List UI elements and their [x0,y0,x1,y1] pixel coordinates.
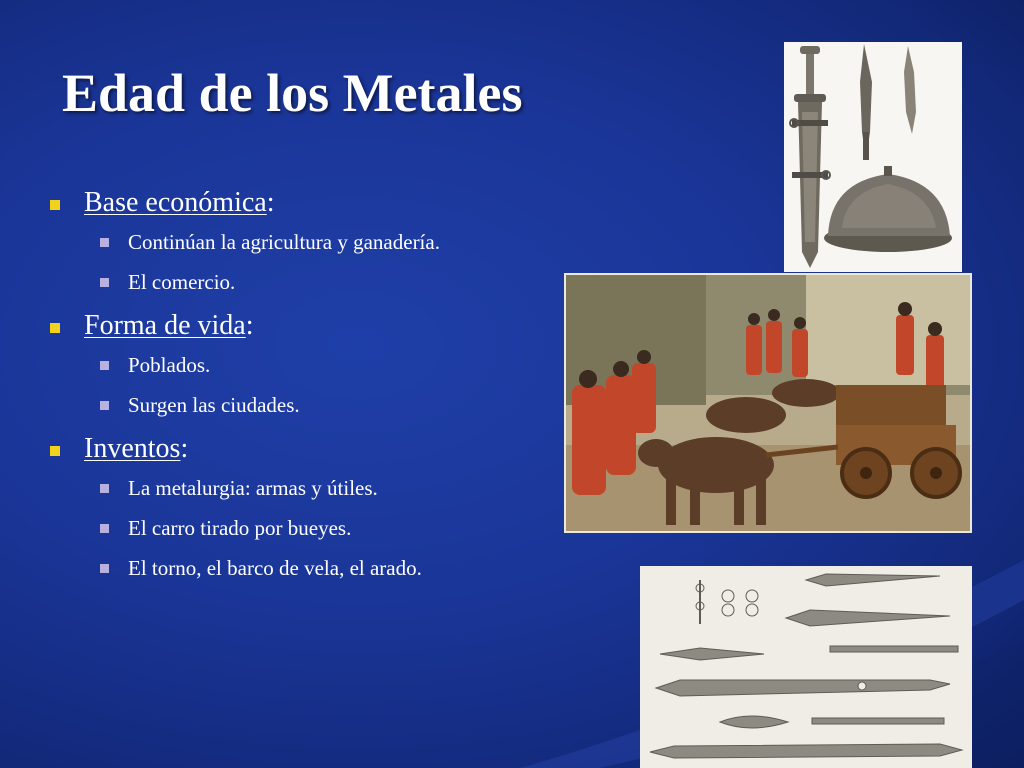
square-bullet-icon [100,238,109,247]
ox-cart-scene-image [566,275,970,531]
square-bullet-icon [50,446,60,456]
list-item-text: Continúan la agricultura y ganadería. [128,230,440,254]
weapons-and-helmet-photo [784,42,962,272]
list-item [44,515,564,541]
section-base-economica [44,186,564,220]
list-item [44,229,564,255]
list-item-text: El carro tirado por bueyes. [128,516,352,540]
square-bullet-icon [100,484,109,493]
square-bullet-icon [100,401,109,410]
section-heading: Inventos [84,433,181,464]
square-bullet-icon [100,524,109,533]
list-item-text: Surgen las ciudades. [128,393,300,417]
bullet-list [44,186,564,595]
section-colon: : [266,187,275,218]
square-bullet-icon [100,564,109,573]
list-item [44,352,564,378]
section-colon: : [245,310,254,341]
list-item-text: Poblados. [128,353,211,377]
list-item-text: El comercio. [128,270,236,294]
list-item [44,269,564,295]
ox-cart-illustration [564,273,972,533]
section-forma-de-vida [44,309,564,343]
list-item [44,475,564,501]
square-bullet-icon [50,200,60,210]
square-bullet-icon [50,323,60,333]
section-heading: Base económica [84,187,267,218]
list-item-text: La metalurgia: armas y útiles. [128,476,378,500]
section-heading: Forma de vida [84,310,246,341]
list-item [44,555,564,581]
square-bullet-icon [100,361,109,370]
metal-tools-sketch-image [640,566,972,768]
section-colon: : [180,433,189,464]
section-inventos [44,432,564,466]
list-item [44,392,564,418]
tools-drawing [640,566,972,768]
bronze-dagger-helmet-image [784,42,962,272]
list-item-text: El torno, el barco de vela, el arado. [128,556,422,580]
square-bullet-icon [100,278,109,287]
slide-title: Edad de los Metales [62,63,523,123]
